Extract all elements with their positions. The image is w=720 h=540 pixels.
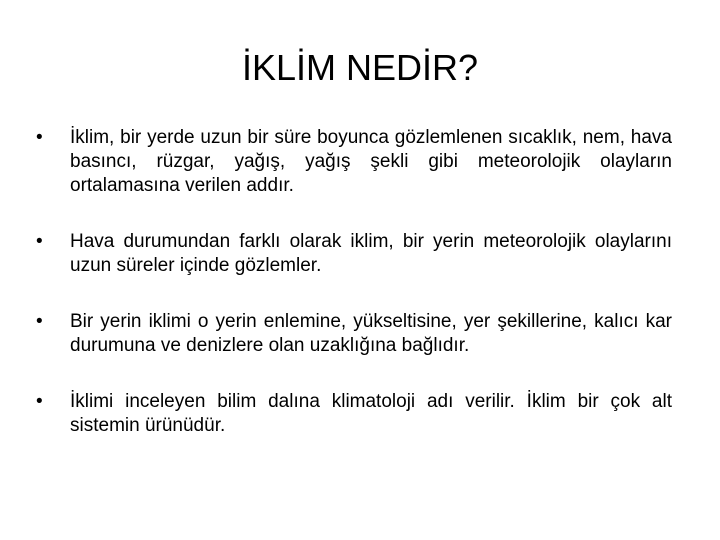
bullet-list [36, 126, 672, 438]
slide-title: İKLİM NEDİR? [241, 47, 479, 88]
bullet-item [36, 230, 672, 278]
bullet-text: İklim, bir yerde uzun bir süre boyunca gözlemlenen sıcaklık, nem, hava basıncı, rüzgar, yağış, yağış şekli gibi meteorolojik olayların ortalamasına verilen addır. [70, 127, 672, 196]
bullet-item [36, 390, 672, 438]
bullet-icon: • [36, 231, 43, 252]
bullet-item [36, 310, 672, 358]
bullet-text: Bir yerin iklimi o yerin enlemine, yükseltisine, yer şekillerine, kalıcı kar durumuna ve denizlere olan uzaklığına bağlıdır. [70, 311, 672, 356]
bullet-icon: • [36, 391, 43, 412]
bullet-icon: • [36, 311, 43, 332]
bullet-item [36, 126, 672, 198]
bullet-text: İklimi inceleyen bilim dalına klimatoloji adı verilir. İklim bir çok alt sistemin ürünüdür. [70, 391, 672, 436]
bullet-icon: • [36, 127, 43, 148]
bullet-text: Hava durumundan farklı olarak iklim, bir yerin meteorolojik olaylarını uzun süreler içinde gözlemler. [70, 231, 672, 276]
